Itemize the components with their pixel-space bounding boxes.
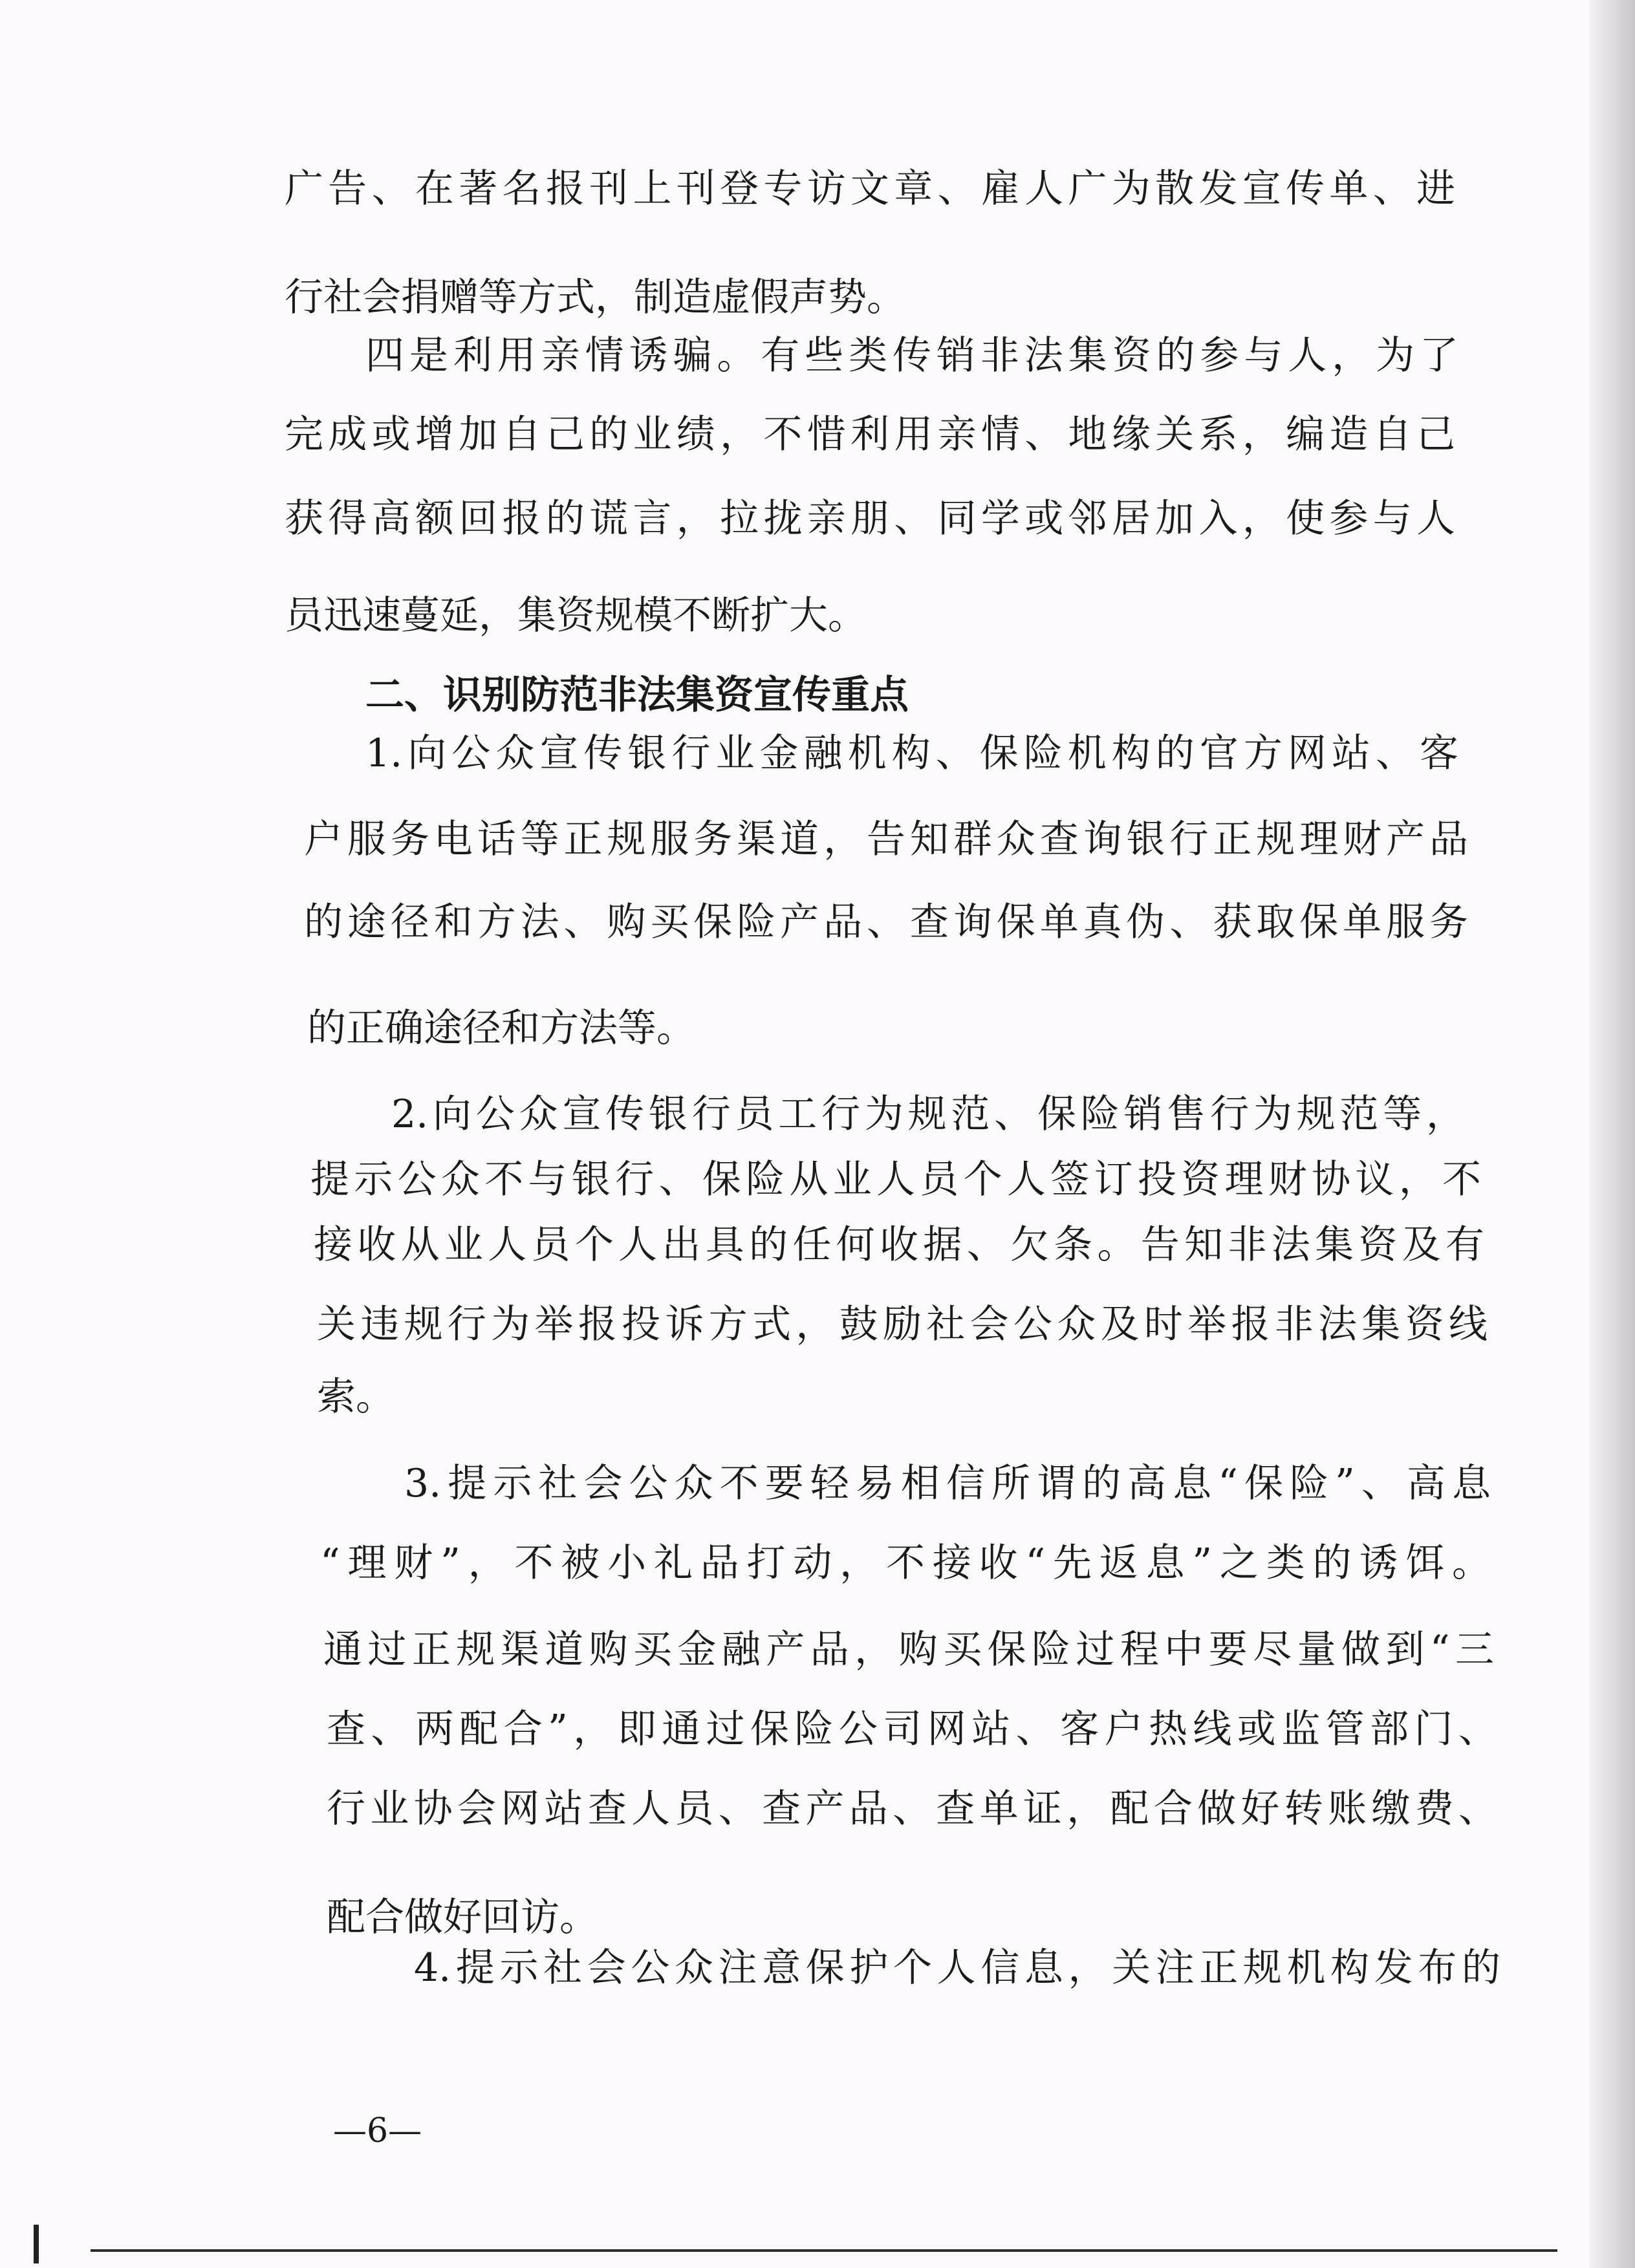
text-line: 行业协会网站查人员、查产品、查单证，配合做好转账缴费、 — [327, 1786, 1497, 1831]
scan-bottom-line — [91, 2249, 1557, 2252]
text-line: 的途径和方法、购买保险产品、查询保单真伪、获取保单服务 — [304, 900, 1468, 945]
text-line: 3.提示社会公众不要轻易相信所谓的高息“保险”、高息 — [404, 1461, 1491, 1506]
text-line: 员迅速蔓延，集资规模不断扩大。 — [285, 593, 867, 638]
text-line: 接收从业人员个人出具的任何收据、欠条。告知非法集资及有 — [314, 1222, 1484, 1268]
text-line: 通过正规渠道购买金融产品，购买保险过程中要尽量做到“三 — [323, 1627, 1494, 1672]
text-line: 2.向公众宣传银行员工行为规范、保险销售行为规范等， — [391, 1092, 1465, 1137]
text-line: 四是利用亲情诱骗。有些类传销非法集资的参与人，为了 — [365, 333, 1458, 378]
text-line: 配合做好回访。 — [327, 1895, 598, 1940]
scan-mark — [34, 2225, 39, 2263]
text-line: 索。 — [317, 1374, 395, 1420]
text-line: 提示公众不与银行、保险从业人员个人签订投资理财协议，不 — [310, 1157, 1481, 1202]
text-line: 户服务电话等正规服务渠道，告知群众查询银行正规理财产品 — [304, 817, 1468, 862]
text-line: 查、两配合”，即通过保险公司网站、客户热线或监管部门、 — [327, 1707, 1497, 1752]
text-line: 1.向公众宣传银行业金融机构、保险机构的官方网站、客 — [365, 731, 1458, 776]
text-line: 广告、在著名报刊上刊登专访文章、雇人广为散发宣传单、进 — [285, 166, 1455, 211]
page-number: —6— — [333, 2111, 422, 2150]
section-heading: 二、识别防范非法集资宣传重点 — [365, 673, 909, 718]
scan-edge-shadow — [1590, 0, 1635, 2268]
text-line: 的正确途径和方法等。 — [307, 1006, 695, 1051]
text-line: 获得高额回报的谎言，拉拢亲朋、同学或邻居加入，使参与人 — [285, 496, 1455, 541]
text-line: 关违规行为举报投诉方式，鼓励社会公众及时举报非法集资线 — [317, 1302, 1488, 1347]
text-line: 完成或增加自己的业绩，不惜利用亲情、地缘关系，编造自己 — [285, 412, 1455, 457]
text-line: 行社会捐赠等方式，制造虚假声势。 — [285, 275, 905, 320]
text-line: “理财”，不被小礼品打动，不接收“先返息”之类的诱饵。 — [320, 1540, 1491, 1586]
text-line: 4.提示社会公众注意保护个人信息，关注正规机构发布的 — [414, 1945, 1500, 1991]
